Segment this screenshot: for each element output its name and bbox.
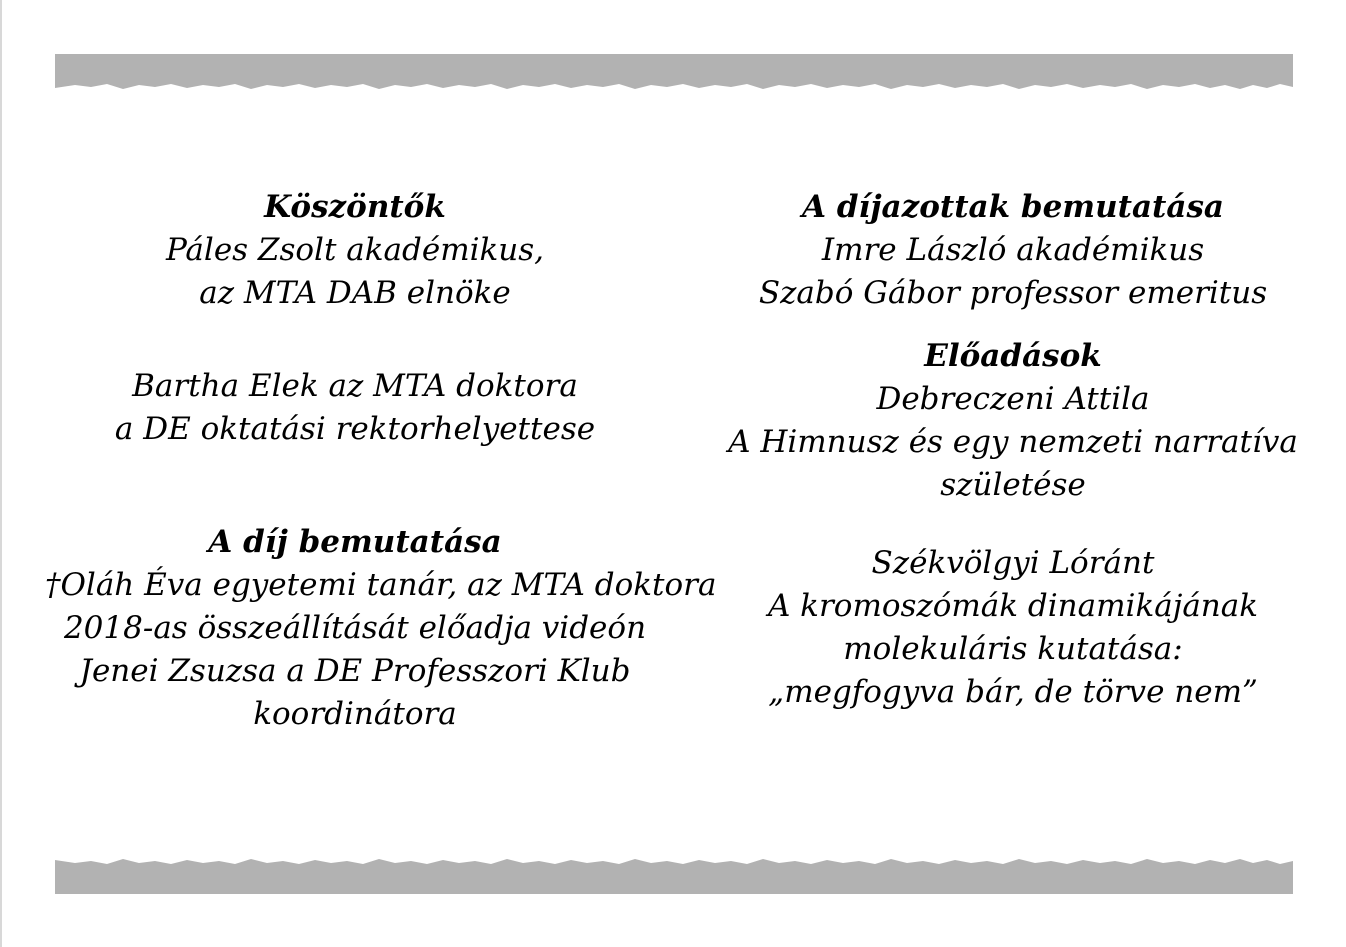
left-column	[45, 186, 717, 736]
welcome-section	[45, 186, 665, 315]
top-decorative-band	[55, 54, 1293, 90]
vice-rector-line: a DE oktatási rektorhelyettese	[114, 411, 596, 447]
lectures-section	[703, 335, 1323, 714]
vice-rector-line: Bartha Elek az MTA doktora	[132, 368, 578, 404]
prize-heading: A díj bemutatása	[208, 524, 502, 560]
welcome-line: az MTA DAB elnöke	[199, 275, 511, 311]
lecture-line: Debreczeni Attila	[876, 381, 1150, 417]
page-edge	[0, 0, 2, 947]
lecture-line: „megfogyva bár, de törve nem”	[768, 674, 1258, 710]
laureates-line: Imre László akadémikus	[821, 232, 1205, 268]
lectures-heading: Előadások	[924, 338, 1102, 374]
laureates-line: Szabó Gábor professor emeritus	[758, 275, 1268, 311]
vice-rector-section	[45, 365, 665, 451]
laureates-heading: A díjazottak bemutatása	[802, 189, 1224, 225]
lecture-line: A Himnusz és egy nemzeti narratíva	[728, 424, 1298, 460]
right-column	[703, 186, 1323, 714]
laureates-section	[703, 186, 1323, 315]
lecture-line: Székvölgyi Lóránt	[871, 545, 1155, 581]
welcome-heading: Köszöntők	[264, 189, 446, 225]
prize-line: †Oláh Éva egyetemi tanár, az MTA doktora	[45, 567, 717, 603]
lecture-line: molekuláris kutatása:	[843, 631, 1183, 667]
bottom-decorative-band	[55, 858, 1293, 894]
prize-line: 2018-as összeállítását előadja videón	[63, 610, 647, 646]
lecture-line: A kromoszómák dinamikájának	[767, 588, 1259, 624]
prize-line: Jenei Zsuzsa a DE Professzori Klub	[79, 653, 631, 689]
prize-line: koordinátora	[253, 696, 457, 732]
prize-section	[45, 521, 717, 736]
welcome-line: Páles Zsolt akadémikus,	[165, 232, 545, 268]
lecture-line: születése	[940, 467, 1086, 503]
